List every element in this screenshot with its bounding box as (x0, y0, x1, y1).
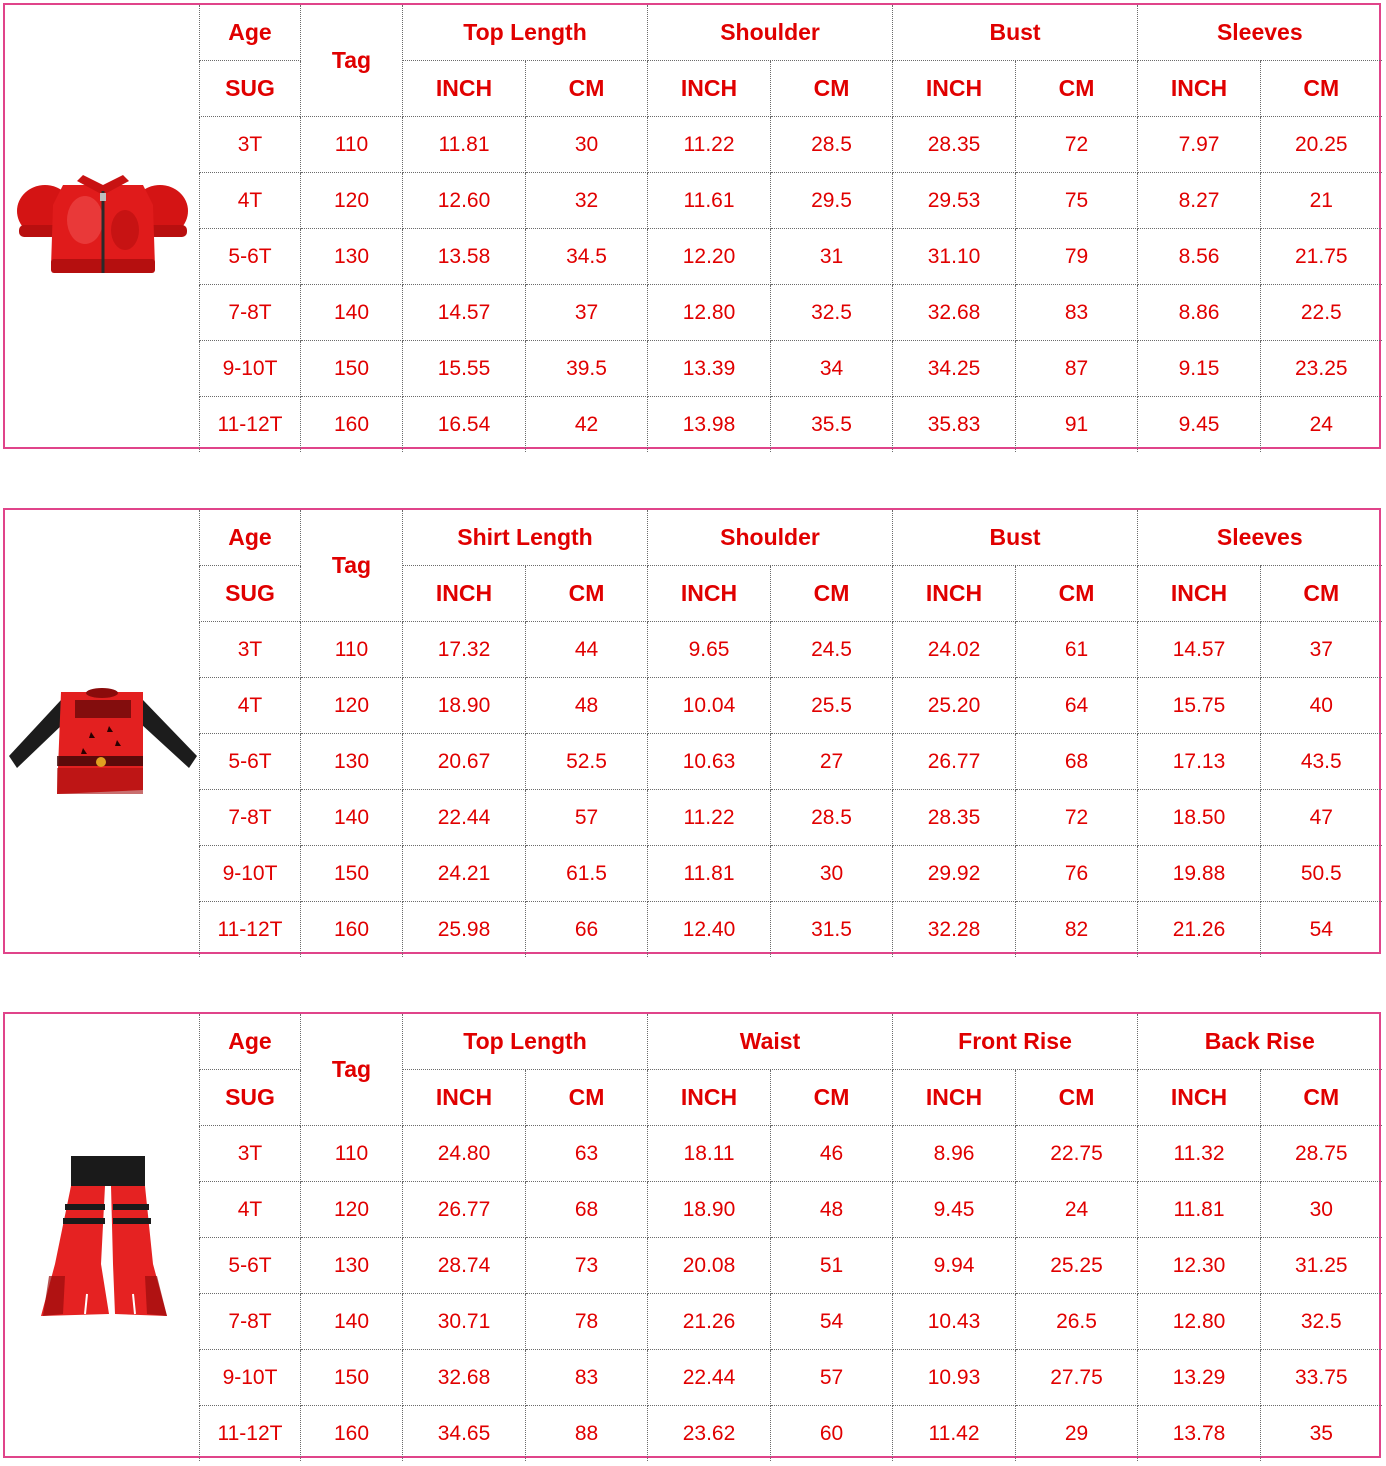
unit-header: INCH (893, 566, 1016, 622)
cell: 87 (1016, 341, 1138, 397)
cell: 13.39 (648, 341, 771, 397)
cell: 72 (1016, 117, 1138, 173)
sug-header: SUG (200, 1070, 301, 1126)
cell: 61.5 (526, 846, 648, 902)
group-header: Waist (648, 1014, 893, 1070)
cell: 46 (771, 1126, 893, 1182)
cell: 35 (1261, 1406, 1382, 1462)
cell: 52.5 (526, 734, 648, 790)
cell: 63 (526, 1126, 648, 1182)
cell: 25.98 (403, 902, 526, 958)
cell: 40 (1261, 678, 1382, 734)
cell: 12.30 (1138, 1238, 1261, 1294)
cell: 110 (301, 622, 403, 678)
cell: 21.26 (1138, 902, 1261, 958)
group-header: Back Rise (1138, 1014, 1382, 1070)
group-header: Top Length (403, 5, 648, 61)
size-chart-pants (3, 1012, 1381, 1458)
unit-header: INCH (648, 566, 771, 622)
cell: 23.25 (1261, 341, 1382, 397)
cell: 21.75 (1261, 229, 1382, 285)
cell: 13.29 (1138, 1350, 1261, 1406)
cell: 160 (301, 397, 403, 453)
cell: 7-8T (200, 1294, 301, 1350)
table-row (200, 341, 1382, 397)
table-row (200, 790, 1382, 846)
cell: 140 (301, 790, 403, 846)
cell: 31.25 (1261, 1238, 1382, 1294)
table-row (200, 1350, 1382, 1406)
cell: 20.25 (1261, 117, 1382, 173)
table-row (200, 1294, 1382, 1350)
cell: 68 (1016, 734, 1138, 790)
cell: 24 (1261, 397, 1382, 453)
cell: 32.28 (893, 902, 1016, 958)
cell: 17.13 (1138, 734, 1261, 790)
sug-header: SUG (200, 566, 301, 622)
cell: 64 (1016, 678, 1138, 734)
shirt-photo (5, 510, 199, 952)
unit-header: CM (771, 1070, 893, 1126)
age-header: Age (200, 5, 301, 61)
cell: 3T (200, 117, 301, 173)
cell: 57 (771, 1350, 893, 1406)
table-row (200, 1182, 1382, 1238)
cell: 54 (1261, 902, 1382, 958)
unit-header: CM (526, 61, 648, 117)
cell: 14.57 (403, 285, 526, 341)
table-row (200, 1238, 1382, 1294)
jacket-photo (5, 5, 199, 447)
cell: 24.02 (893, 622, 1016, 678)
cell: 12.20 (648, 229, 771, 285)
cell: 48 (526, 678, 648, 734)
cell: 31.10 (893, 229, 1016, 285)
cell: 31 (771, 229, 893, 285)
table-row (200, 117, 1382, 173)
pants-photo (5, 1014, 199, 1456)
cell: 13.58 (403, 229, 526, 285)
cell: 18.90 (403, 678, 526, 734)
table-row (200, 734, 1382, 790)
cell: 11-12T (200, 902, 301, 958)
cell: 26.77 (403, 1182, 526, 1238)
cell: 11.42 (893, 1406, 1016, 1462)
cell: 12.80 (648, 285, 771, 341)
cell: 150 (301, 1350, 403, 1406)
size-chart-shirt (3, 508, 1381, 954)
age-header: Age (200, 510, 301, 566)
cell: 16.54 (403, 397, 526, 453)
group-header: Shoulder (648, 5, 893, 61)
cell: 7.97 (1138, 117, 1261, 173)
cell: 20.67 (403, 734, 526, 790)
cell: 34.5 (526, 229, 648, 285)
unit-header: INCH (1138, 1070, 1261, 1126)
cell: 15.75 (1138, 678, 1261, 734)
cell: 120 (301, 173, 403, 229)
cell: 24 (1016, 1182, 1138, 1238)
unit-header: CM (1016, 61, 1138, 117)
red-jacket-image (5, 5, 199, 451)
cell: 32.68 (893, 285, 1016, 341)
unit-header: INCH (1138, 566, 1261, 622)
cell: 21 (1261, 173, 1382, 229)
cell: 130 (301, 734, 403, 790)
unit-header: CM (1016, 566, 1138, 622)
table-row (200, 846, 1382, 902)
cell: 25.5 (771, 678, 893, 734)
cell: 3T (200, 1126, 301, 1182)
cell: 33.75 (1261, 1350, 1382, 1406)
cell: 82 (1016, 902, 1138, 958)
cell: 30.71 (403, 1294, 526, 1350)
cell: 30 (1261, 1182, 1382, 1238)
unit-header: CM (1261, 1070, 1382, 1126)
cell: 160 (301, 1406, 403, 1462)
unit-header: CM (1261, 566, 1382, 622)
cell: 76 (1016, 846, 1138, 902)
table-row (200, 397, 1382, 453)
cell: 28.74 (403, 1238, 526, 1294)
cell: 29.5 (771, 173, 893, 229)
unit-header: CM (1261, 61, 1382, 117)
cell: 43.5 (1261, 734, 1382, 790)
cell: 9.45 (1138, 397, 1261, 453)
cell: 37 (1261, 622, 1382, 678)
cell: 5-6T (200, 229, 301, 285)
red-shirt-image (5, 510, 199, 956)
measurement-table (199, 510, 1382, 957)
cell: 32.5 (1261, 1294, 1382, 1350)
table-row (200, 678, 1382, 734)
cell: 21.26 (648, 1294, 771, 1350)
cell: 47 (1261, 790, 1382, 846)
cell: 4T (200, 678, 301, 734)
red-flare-pants-image (5, 1014, 199, 1460)
cell: 7-8T (200, 285, 301, 341)
cell: 79 (1016, 229, 1138, 285)
cell: 9-10T (200, 1350, 301, 1406)
cell: 130 (301, 1238, 403, 1294)
cell: 150 (301, 846, 403, 902)
cell: 9.65 (648, 622, 771, 678)
cell: 24.21 (403, 846, 526, 902)
cell: 24.5 (771, 622, 893, 678)
tag-header: Tag (301, 510, 403, 622)
cell: 22.5 (1261, 285, 1382, 341)
cell: 51 (771, 1238, 893, 1294)
cell: 75 (1016, 173, 1138, 229)
cell: 31.5 (771, 902, 893, 958)
cell: 9.15 (1138, 341, 1261, 397)
cell: 34.65 (403, 1406, 526, 1462)
table-row (200, 229, 1382, 285)
cell: 8.27 (1138, 173, 1261, 229)
cell: 28.35 (893, 117, 1016, 173)
unit-header: INCH (1138, 61, 1261, 117)
cell: 23.62 (648, 1406, 771, 1462)
cell: 35.83 (893, 397, 1016, 453)
cell: 120 (301, 1182, 403, 1238)
table-row (200, 1406, 1382, 1462)
cell: 12.80 (1138, 1294, 1261, 1350)
cell: 14.57 (1138, 622, 1261, 678)
unit-header: INCH (403, 566, 526, 622)
cell: 12.60 (403, 173, 526, 229)
cell: 28.35 (893, 790, 1016, 846)
cell: 83 (526, 1350, 648, 1406)
cell: 120 (301, 678, 403, 734)
unit-header: INCH (403, 61, 526, 117)
unit-header: CM (1016, 1070, 1138, 1126)
unit-header: INCH (893, 61, 1016, 117)
tag-header: Tag (301, 5, 403, 117)
cell: 50.5 (1261, 846, 1382, 902)
cell: 18.90 (648, 1182, 771, 1238)
cell: 26.5 (1016, 1294, 1138, 1350)
unit-header: CM (771, 61, 893, 117)
cell: 35.5 (771, 397, 893, 453)
cell: 4T (200, 173, 301, 229)
cell: 88 (526, 1406, 648, 1462)
cell: 54 (771, 1294, 893, 1350)
cell: 150 (301, 341, 403, 397)
cell: 15.55 (403, 341, 526, 397)
age-header: Age (200, 1014, 301, 1070)
cell: 11.22 (648, 117, 771, 173)
group-header: Sleeves (1138, 510, 1382, 566)
cell: 11-12T (200, 397, 301, 453)
cell: 10.04 (648, 678, 771, 734)
unit-header: INCH (893, 1070, 1016, 1126)
table-row (200, 1126, 1382, 1182)
cell: 25.25 (1016, 1238, 1138, 1294)
group-header: Top Length (403, 1014, 648, 1070)
cell: 20.08 (648, 1238, 771, 1294)
cell: 11.81 (403, 117, 526, 173)
cell: 73 (526, 1238, 648, 1294)
cell: 11.81 (1138, 1182, 1261, 1238)
cell: 8.86 (1138, 285, 1261, 341)
cell: 26.77 (893, 734, 1016, 790)
sug-header: SUG (200, 61, 301, 117)
cell: 34.25 (893, 341, 1016, 397)
cell: 30 (771, 846, 893, 902)
cell: 22.44 (403, 790, 526, 846)
unit-header: CM (526, 1070, 648, 1126)
measurement-table (199, 1014, 1382, 1461)
unit-header: CM (771, 566, 893, 622)
cell: 83 (1016, 285, 1138, 341)
group-header: Bust (893, 510, 1138, 566)
cell: 140 (301, 1294, 403, 1350)
table-row (200, 173, 1382, 229)
cell: 57 (526, 790, 648, 846)
group-header: Sleeves (1138, 5, 1382, 61)
cell: 11.61 (648, 173, 771, 229)
cell: 11-12T (200, 1406, 301, 1462)
cell: 27 (771, 734, 893, 790)
group-header: Shirt Length (403, 510, 648, 566)
cell: 10.43 (893, 1294, 1016, 1350)
cell: 22.75 (1016, 1126, 1138, 1182)
cell: 29.92 (893, 846, 1016, 902)
cell: 28.75 (1261, 1126, 1382, 1182)
cell: 9-10T (200, 341, 301, 397)
cell: 61 (1016, 622, 1138, 678)
unit-header: INCH (648, 1070, 771, 1126)
cell: 68 (526, 1182, 648, 1238)
cell: 32.5 (771, 285, 893, 341)
cell: 12.40 (648, 902, 771, 958)
cell: 11.81 (648, 846, 771, 902)
cell: 4T (200, 1182, 301, 1238)
cell: 5-6T (200, 734, 301, 790)
cell: 13.78 (1138, 1406, 1261, 1462)
cell: 140 (301, 285, 403, 341)
unit-header: INCH (648, 61, 771, 117)
cell: 78 (526, 1294, 648, 1350)
cell: 110 (301, 1126, 403, 1182)
cell: 5-6T (200, 1238, 301, 1294)
table-row (200, 285, 1382, 341)
cell: 24.80 (403, 1126, 526, 1182)
cell: 30 (526, 117, 648, 173)
cell: 9-10T (200, 846, 301, 902)
cell: 11.32 (1138, 1126, 1261, 1182)
cell: 32 (526, 173, 648, 229)
cell: 25.20 (893, 678, 1016, 734)
cell: 22.44 (648, 1350, 771, 1406)
cell: 60 (771, 1406, 893, 1462)
cell: 17.32 (403, 622, 526, 678)
unit-header: CM (526, 566, 648, 622)
cell: 39.5 (526, 341, 648, 397)
cell: 18.50 (1138, 790, 1261, 846)
table-row (200, 622, 1382, 678)
unit-header: INCH (403, 1070, 526, 1126)
cell: 27.75 (1016, 1350, 1138, 1406)
cell: 28.5 (771, 117, 893, 173)
cell: 91 (1016, 397, 1138, 453)
cell: 18.11 (648, 1126, 771, 1182)
cell: 8.56 (1138, 229, 1261, 285)
cell: 11.22 (648, 790, 771, 846)
group-header: Front Rise (893, 1014, 1138, 1070)
cell: 7-8T (200, 790, 301, 846)
cell: 66 (526, 902, 648, 958)
cell: 130 (301, 229, 403, 285)
cell: 9.45 (893, 1182, 1016, 1238)
cell: 48 (771, 1182, 893, 1238)
cell: 29.53 (893, 173, 1016, 229)
cell: 10.93 (893, 1350, 1016, 1406)
cell: 19.88 (1138, 846, 1261, 902)
cell: 42 (526, 397, 648, 453)
cell: 28.5 (771, 790, 893, 846)
cell: 32.68 (403, 1350, 526, 1406)
measurement-table (199, 5, 1382, 452)
cell: 29 (1016, 1406, 1138, 1462)
cell: 10.63 (648, 734, 771, 790)
cell: 3T (200, 622, 301, 678)
group-header: Bust (893, 5, 1138, 61)
size-chart-jacket (3, 3, 1381, 449)
group-header: Shoulder (648, 510, 893, 566)
cell: 34 (771, 341, 893, 397)
cell: 160 (301, 902, 403, 958)
cell: 72 (1016, 790, 1138, 846)
cell: 37 (526, 285, 648, 341)
cell: 9.94 (893, 1238, 1016, 1294)
tag-header: Tag (301, 1014, 403, 1126)
cell: 13.98 (648, 397, 771, 453)
cell: 44 (526, 622, 648, 678)
cell: 110 (301, 117, 403, 173)
table-row (200, 902, 1382, 958)
cell: 8.96 (893, 1126, 1016, 1182)
